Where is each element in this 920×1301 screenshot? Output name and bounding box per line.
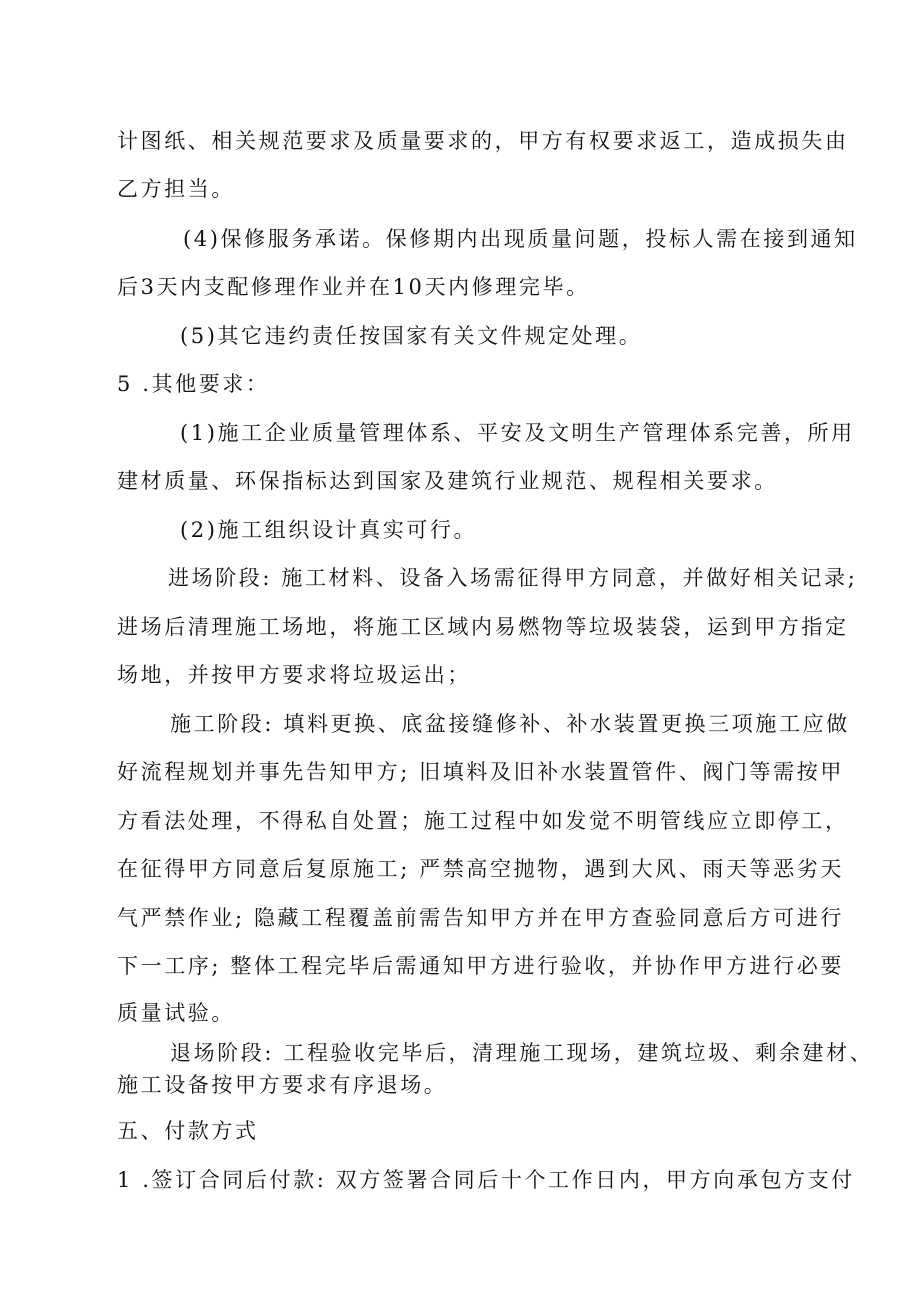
body-line: 乙方担当。 bbox=[117, 177, 235, 201]
body-line: 好流程规划并事先告知甲方; 旧填料及旧补水装置管件、阀门等需按甲 bbox=[117, 760, 844, 784]
body-line: 施工阶段: 填料更换、底盆接缝修补、补水装置更换三项施工应做 bbox=[170, 712, 850, 736]
body-line: 施工设备按甲方要求有序退场。 bbox=[117, 1073, 448, 1097]
body-line: 质量试验。 bbox=[117, 1001, 235, 1025]
body-line: 计图纸、相关规范要求及质量要求的，甲方有权要求返工，造成损失由 bbox=[117, 129, 849, 153]
body-line: 进场阶段: 施工材料、设备入场需征得甲方同意，并做好相关记录; bbox=[168, 566, 858, 590]
body-line: (1)施工企业质量管理体系、平安及文明生产管理体系完善，所用 bbox=[180, 421, 855, 445]
body-line: 后3天内支配修理作业并在10天内修理完毕。 bbox=[117, 275, 590, 299]
body-line: 方看法处理，不得私自处置；施工过程中如发觉不明管线应立即停工， bbox=[117, 809, 849, 833]
body-line: 建材质量、环保指标达到国家及建筑行业规范、规程相关要求。 bbox=[117, 469, 778, 493]
body-line: 场地，并按甲方要求将垃圾运出； bbox=[117, 663, 471, 687]
body-line: 气严禁作业; 隐藏工程覆盖前需告知甲方并在甲方查验同意后方可进行 bbox=[117, 906, 844, 930]
section-heading: 5 .其他要求： bbox=[117, 372, 270, 396]
body-line: (4)保修服务承诺。保修期内出现质量问题，投标人需在接到通知 bbox=[183, 227, 858, 251]
body-line: 下一工序; 整体工程完毕后需通知甲方进行验收，并协作甲方进行必要 bbox=[117, 954, 844, 978]
section-heading: 五、付款方式 bbox=[117, 1119, 259, 1143]
body-line: 1 .签订合同后付款: 双方签署合同后十个工作日内，甲方向承包方支付 bbox=[117, 1168, 855, 1192]
body-line: 退场阶段: 工程验收完毕后，清理施工现场，建筑垃圾、剩余建材、 bbox=[170, 1041, 874, 1065]
body-line: 在征得甲方同意后复原施工; 严禁高空抛物，遇到大风、雨天等恶劣天 bbox=[117, 857, 844, 881]
body-line: 进场后清理施工场地，将施工区域内易燃物等垃圾装袋，运到甲方指定 bbox=[117, 615, 849, 639]
body-line: (2)施工组织设计真实可行。 bbox=[180, 518, 478, 542]
body-line: (5)其它违约责任按国家有关文件规定处理。 bbox=[180, 324, 643, 348]
